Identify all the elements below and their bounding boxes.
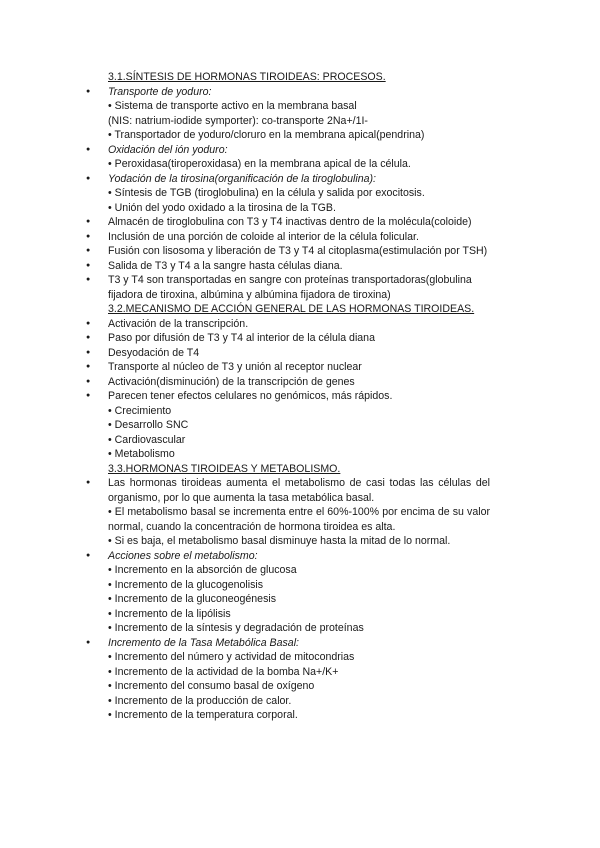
bullet-item: ● Desyodación de T4	[0, 346, 600, 361]
sub-item: • Incremento de la gluconeogénesis	[108, 593, 277, 605]
sub-item: fijadora de tiroxina, albúmina y albúmina fijadora de tiroxina)	[108, 288, 391, 301]
sub-item: • Cardiovascular	[108, 433, 186, 446]
bullet-item: ● Las hormonas tiroideas aumenta el metabolismo de casi todas las células del	[0, 476, 490, 491]
sub-item: • Incremento de la temperatura corporal.	[108, 709, 298, 721]
bullet-item: ● Inclusión de una porción de coloide al interior de la célula folicular.	[0, 230, 600, 245]
section-heading: 3.1.SÍNTESIS DE HORMONAS TIROIDEAS: PROCESOS.	[108, 71, 386, 83]
sub-item: • Incremento de la actividad de la bomba Na+/K+	[108, 665, 339, 678]
sub-item: normal, cuando la concentración de hormona tiroidea es alta.	[108, 520, 396, 533]
sub-item: • Si es baja, el metabolismo basal disminuye hasta la mitad de lo normal.	[108, 535, 451, 547]
sub-item: (NIS: natrium-iodide symporter): co-transporte 2Na+/1I-	[108, 114, 368, 127]
bullet-item: ● Almacén de tiroglobulina con T3 y T4 inactivas dentro de la molécula(coloide)	[0, 215, 600, 230]
sub-item: organismo, por lo que aumenta la tasa metabólica basal.	[108, 491, 375, 504]
sub-item: • Síntesis de TGB (tiroglobulina) en la célula y salida por exocitosis.	[108, 187, 425, 199]
sub-item: • Incremento en la absorción de glucosa	[108, 564, 297, 576]
section-heading: 3.2.MECANISMO DE ACCIÓN GENERAL DE LAS HORMONAS TIROIDEAS.	[108, 303, 475, 315]
sub-item: • El metabolismo basal se incrementa entre el 60%-100% por encima de su valor	[108, 506, 490, 518]
sub-item: • Sistema de transporte activo en la membrana basal	[108, 100, 357, 112]
sub-item: • Peroxidasa(tiroperoxidasa) en la membrana apical de la célula.	[108, 158, 411, 170]
sub-item: • Desarrollo SNC	[108, 419, 189, 431]
sub-item: • Incremento de la síntesis y degradación de proteínas	[108, 622, 364, 634]
sub-item: • Incremento de la glucogenolisis	[108, 578, 264, 591]
sub-item: • Metabolismo	[108, 448, 175, 460]
bullet-item: ● Salida de T3 y T4 a la sangre hasta células diana.	[0, 259, 600, 274]
bullet-item: ● T3 y T4 son transportadas en sangre con proteínas transportadoras(globulina	[0, 273, 600, 288]
bullet-item: ● Yodación de la tirosina(organificación de la tiroglobulina):	[0, 172, 600, 187]
bullet-item: ● Activación de la transcripción.	[0, 317, 600, 332]
sub-item: • Unión del yodo oxidado a la tirosina de la TGB.	[108, 201, 336, 214]
bullet-item: ● Fusión con lisosoma y liberación de T3 y T4 al citoplasma(estimulación por TSH)	[0, 244, 600, 259]
document-page	[0, 70, 600, 723]
sub-item: • Incremento de la producción de calor.	[108, 694, 292, 707]
sub-item: • Incremento del número y actividad de mitocondrias	[108, 651, 355, 663]
bullet-item: ● Incremento de la Tasa Metabólica Basal:	[0, 636, 600, 651]
sub-item: • Transportador de yoduro/cloruro en la membrana apical(pendrina)	[108, 129, 425, 141]
bullet-item: ● Activación(disminución) de la transcripción de genes	[0, 375, 600, 390]
bullet-item: ● Acciones sobre el metabolismo:	[0, 549, 600, 564]
bullet-item: ● Oxidación del ión yoduro:	[0, 143, 600, 158]
sub-item: • Crecimiento	[108, 404, 172, 417]
bullet-item: ● Paso por difusión de T3 y T4 al interior de la célula diana	[0, 331, 600, 346]
sub-item: • Incremento del consumo basal de oxígeno	[108, 680, 315, 692]
sub-item: • Incremento de la lipólisis	[108, 607, 231, 620]
section-heading: 3.3.HORMONAS TIROIDEAS Y METABOLISMO.	[108, 462, 341, 475]
bullet-item: ● Transporte de yoduro:	[0, 85, 600, 100]
bullet-item: ● Parecen tener efectos celulares no genómicos, más rápidos.	[0, 389, 600, 404]
bullet-item: ● Transporte al núcleo de T3 y unión al receptor nuclear	[0, 360, 600, 375]
